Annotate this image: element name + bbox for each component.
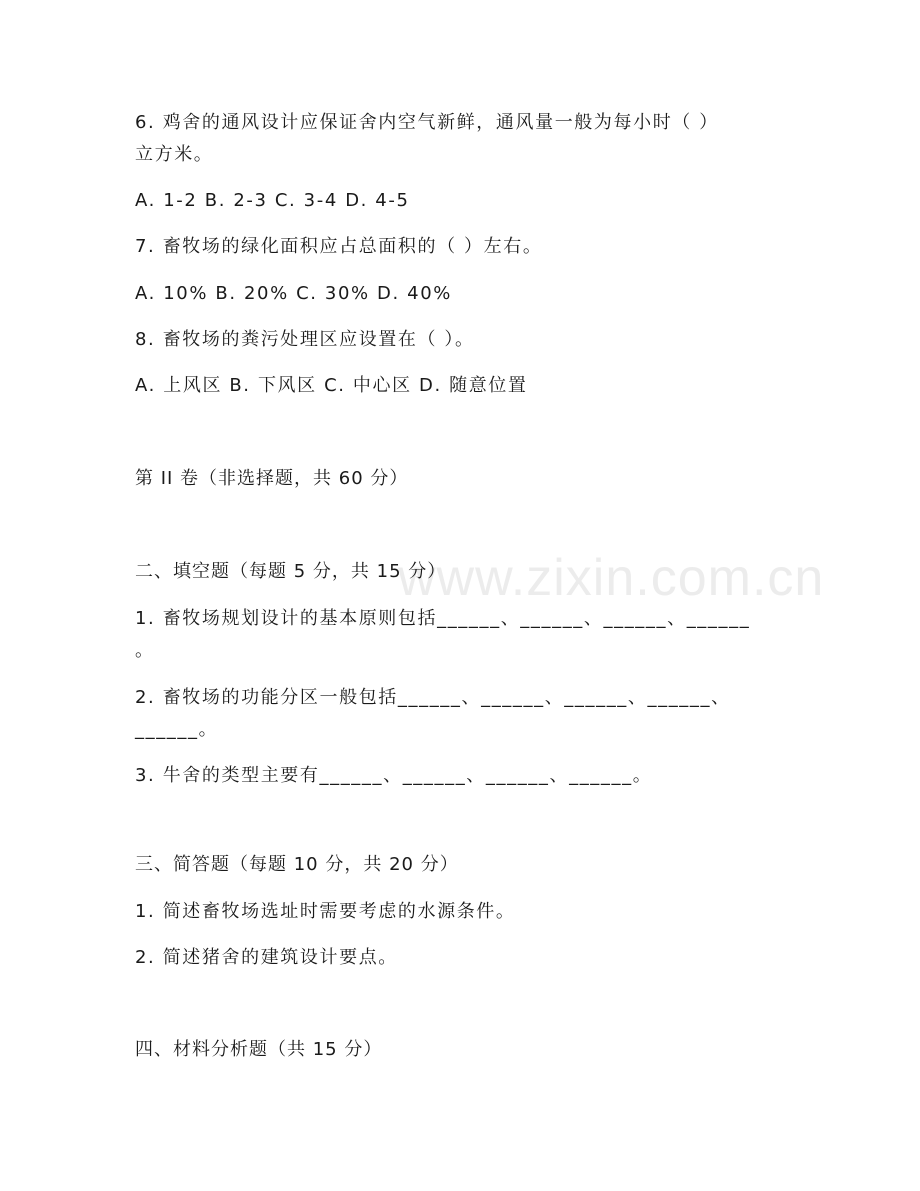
question-7-options: A. 10% B. 20% C. 30% D. 40% [135, 283, 452, 304]
question-7-stem: 7. 畜牧场的绿化面积应占总面积的（ ）左右。 [135, 236, 543, 257]
fill-question-3: 3. 牛舍的类型主要有______、______、______、______。 [135, 765, 653, 786]
fill-question-1-line-2: 。 [135, 640, 155, 661]
question-6-options: A. 1-2 B. 2-3 C. 3-4 D. 4-5 [135, 190, 410, 211]
fill-question-2-line-1: 2. 畜牧场的功能分区一般包括______、______、______、______、 [135, 687, 731, 708]
fill-question-2-line-2: ______。 [135, 719, 219, 740]
watermark: www.zixin.com.cn [398, 549, 825, 607]
material-analysis-section-title: 四、材料分析题（共 15 分） [135, 1039, 383, 1060]
short-answer-question-1: 1. 简述畜牧场选址时需要考虑的水源条件。 [135, 901, 516, 922]
question-6-stem-line-2: 立方米。 [135, 144, 214, 165]
part-2-title: 第 II 卷（非选择题，共 60 分） [135, 468, 409, 489]
question-8-options: A. 上风区 B. 下风区 C. 中心区 D. 随意位置 [135, 375, 528, 396]
short-answer-question-2: 2. 简述猪舍的建筑设计要点。 [135, 947, 398, 968]
fill-section-title: 二、填空题（每题 5 分，共 15 分） [135, 561, 447, 582]
question-6-stem-line-1: 6. 鸡舍的通风设计应保证舍内空气新鲜，通风量一般为每小时（ ） [135, 112, 719, 133]
short-answer-section-title: 三、简答题（每题 10 分，共 20 分） [135, 854, 459, 875]
question-8-stem: 8. 畜牧场的粪污处理区应设置在（ ）。 [135, 329, 475, 350]
fill-question-1-line-1: 1. 畜牧场规划设计的基本原则包括______、______、______、______ [135, 608, 751, 629]
